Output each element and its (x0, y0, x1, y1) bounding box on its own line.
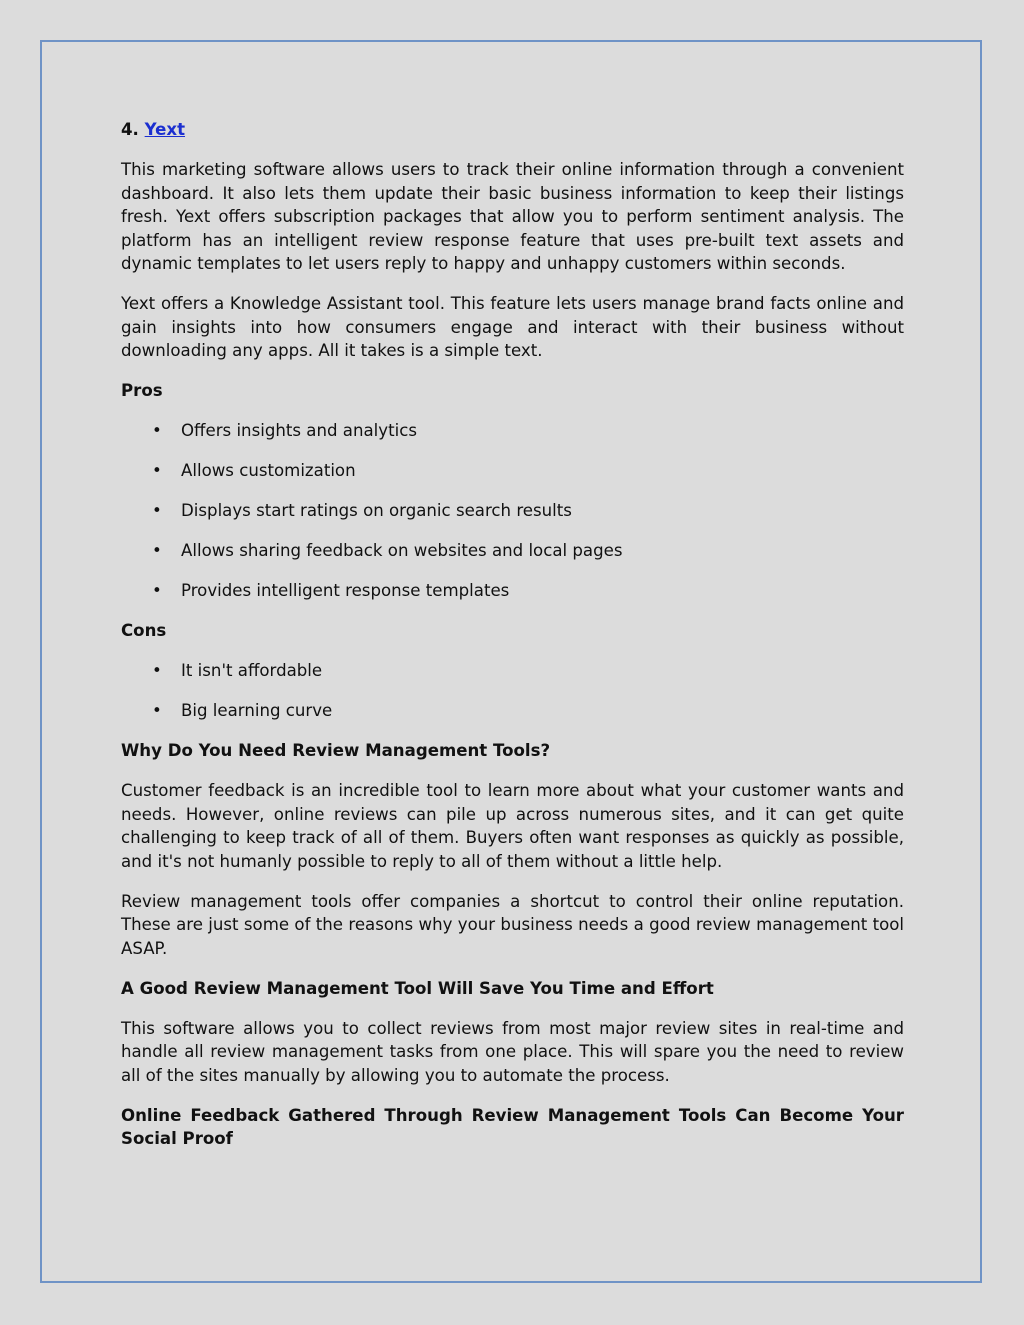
pros-item-text: Offers insights and analytics (181, 421, 417, 440)
section-heading-yext (121, 118, 904, 142)
pros-item-text: Allows customization (181, 461, 356, 480)
pros-list-item (121, 499, 904, 523)
cons-item-text: Big learning curve (181, 701, 333, 720)
intro-paragraph: This marketing software allows users to track their online information through a convenient dashboard. It also lets them update their basic business information to keep their listings fresh. Yext offers subscription packages that allow you to perform sentiment analysis. The platform has an intelligent review response feature that uses pre-built text assets and dynamic templates to let users reply to happy and unhappy customers within seconds. (121, 160, 904, 273)
cons-list-item (121, 659, 904, 683)
pros-heading: Pros (121, 381, 163, 400)
pros-item-text: Provides intelligent response templates (181, 581, 510, 600)
pros-list (121, 419, 904, 603)
cons-list (121, 659, 904, 723)
cons-heading: Cons (121, 621, 167, 640)
pros-list-item (121, 459, 904, 483)
yext-link[interactable]: Yext (144, 120, 186, 139)
bullet-icon: • (152, 581, 162, 600)
pros-list-item (121, 419, 904, 443)
bullet-icon: • (152, 661, 162, 680)
social-proof-heading: Online Feedback Gathered Through Review Management Tools Can Become Your Social Proof (121, 1105, 904, 1148)
why-heading: Why Do You Need Review Management Tools? (121, 741, 551, 760)
pros-item-text: Allows sharing feedback on websites and local pages (181, 541, 623, 560)
pros-list-item (121, 579, 904, 603)
cons-list-item (121, 699, 904, 723)
section-number: 4. (121, 120, 139, 139)
pros-item-text: Displays start ratings on organic search results (181, 501, 572, 520)
knowledge-assistant-paragraph: Yext offers a Knowledge Assistant tool. This feature lets users manage brand facts online and gain insights into how consumers engage and interact with their business without downloading any apps. All it takes is a simple text. (121, 294, 904, 360)
bullet-icon: • (152, 421, 162, 440)
bullet-icon: • (152, 541, 162, 560)
pros-list-item (121, 539, 904, 563)
cons-item-text: It isn't affordable (181, 661, 323, 680)
why-paragraph-1: Customer feedback is an incredible tool to learn more about what your customer wants and needs. However, online reviews can pile up across numerous sites, and it can get quite challenging to keep track of all of them. Buyers often want responses as quickly as possible, and it's not humanly possible to reply to all of them without a little help. (121, 781, 904, 871)
document-page (40, 40, 982, 1283)
save-time-heading: A Good Review Management Tool Will Save You Time and Effort (121, 978, 714, 998)
page-content (121, 118, 904, 1167)
save-time-paragraph: This software allows you to collect reviews from most major review sites in real-time and handle all review management tasks from one place. This will spare you the need to review all of the sites manually by allowing you to automate the process. (121, 1018, 904, 1085)
bullet-icon: • (152, 501, 162, 520)
bullet-icon: • (152, 701, 162, 720)
bullet-icon: • (152, 461, 162, 480)
why-paragraph-2: Review management tools offer companies a shortcut to control their online reputation. These are just some of the reasons why your business needs a good review management tool ASAP. (121, 891, 904, 958)
